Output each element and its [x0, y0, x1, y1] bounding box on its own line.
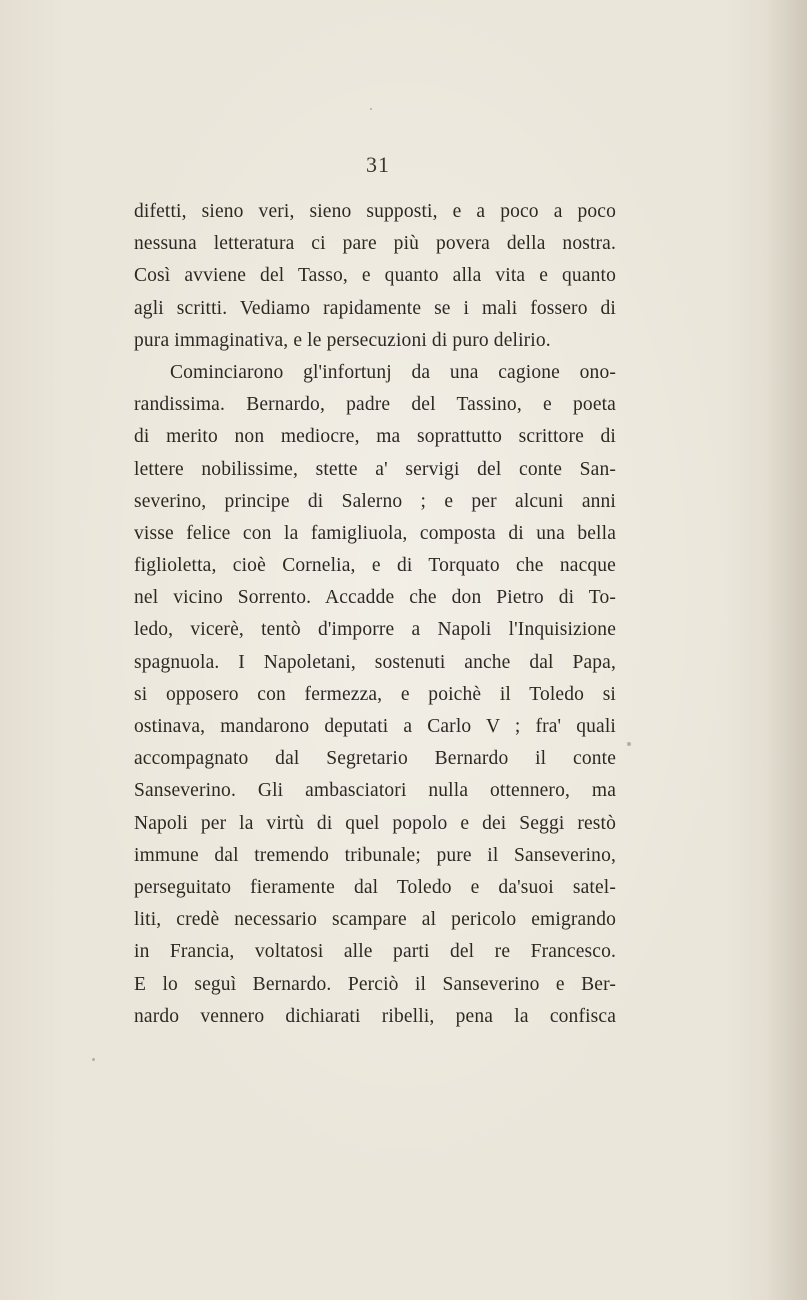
text-line: lettere nobilissime, stette a' servigi del conte San- [134, 458, 616, 480]
text-line: difetti, sieno veri, sieno supposti, e a poco a poco [134, 201, 616, 222]
text-line: Così avviene del Tasso, e quanto alla vita e quanto [134, 265, 616, 287]
text-line: ostinava, mandarono deputati a Carlo V ; fra' quali [134, 716, 616, 737]
text-line: visse felice con la famigliuola, composta di una bella [134, 522, 616, 544]
text-line: agli scritti. Vediamo rapidamente se i mali fossero di [134, 297, 616, 319]
text-line: accompagnato dal Segretario Bernardo il conte [134, 748, 616, 770]
text-line: si opposero con fermezza, e poichè il Toledo si [134, 683, 616, 705]
text-line: Cominciarono gl'infortunj da una cagione ono- [170, 361, 616, 383]
text-line: figlioletta, cioè Cornelia, e di Torquato che nacque [134, 555, 616, 577]
text-line: nardo vennero dichiarati ribelli, pena la confisca [134, 1005, 616, 1027]
body-text [134, 196, 616, 1033]
page-number: 31 [366, 152, 390, 177]
text-line: randissima. Bernardo, padre del Tassino, e poeta [134, 394, 616, 416]
page-edge-shadow [767, 0, 807, 1300]
text-line: perseguitato fieramente dal Toledo e da'suoi satel- [134, 876, 616, 898]
paper-speck [370, 108, 372, 110]
paper-speck [627, 742, 631, 746]
text-line: spagnuola. I Napoletani, sostenuti anche dal Papa, [134, 651, 616, 673]
paper-speck [92, 1058, 95, 1061]
text-line: Napoli per la virtù di quel popolo e dei Seggi restò [134, 812, 616, 834]
text-line: E lo seguì Bernardo. Perciò il Sanseverino e Ber- [134, 973, 616, 995]
text-line: nessuna letteratura ci pare più povera della nostra. [134, 233, 616, 255]
text-line: nel vicino Sorrento. Accadde che don Pietro di To- [134, 587, 616, 609]
text-line: di merito non mediocre, ma soprattutto scrittore di [134, 426, 616, 448]
text-line: Sanseverino. Gli ambasciatori nulla ottennero, ma [134, 780, 616, 802]
text-line: ledo, vicerè, tentò d'imporre a Napoli l'Inquisizione [134, 619, 616, 641]
text-line: liti, credè necessario scampare al pericolo emigrando [134, 909, 616, 931]
text-line: severino, principe di Salerno ; e per alcuni anni [134, 490, 616, 512]
text-line: immune dal tremendo tribunale; pure il Sanseverino, [134, 844, 616, 866]
text-line: pura immaginativa, e le persecuzioni di puro delirio. [134, 329, 551, 351]
text-line: in Francia, voltatosi alle parti del re Francesco. [134, 941, 616, 963]
